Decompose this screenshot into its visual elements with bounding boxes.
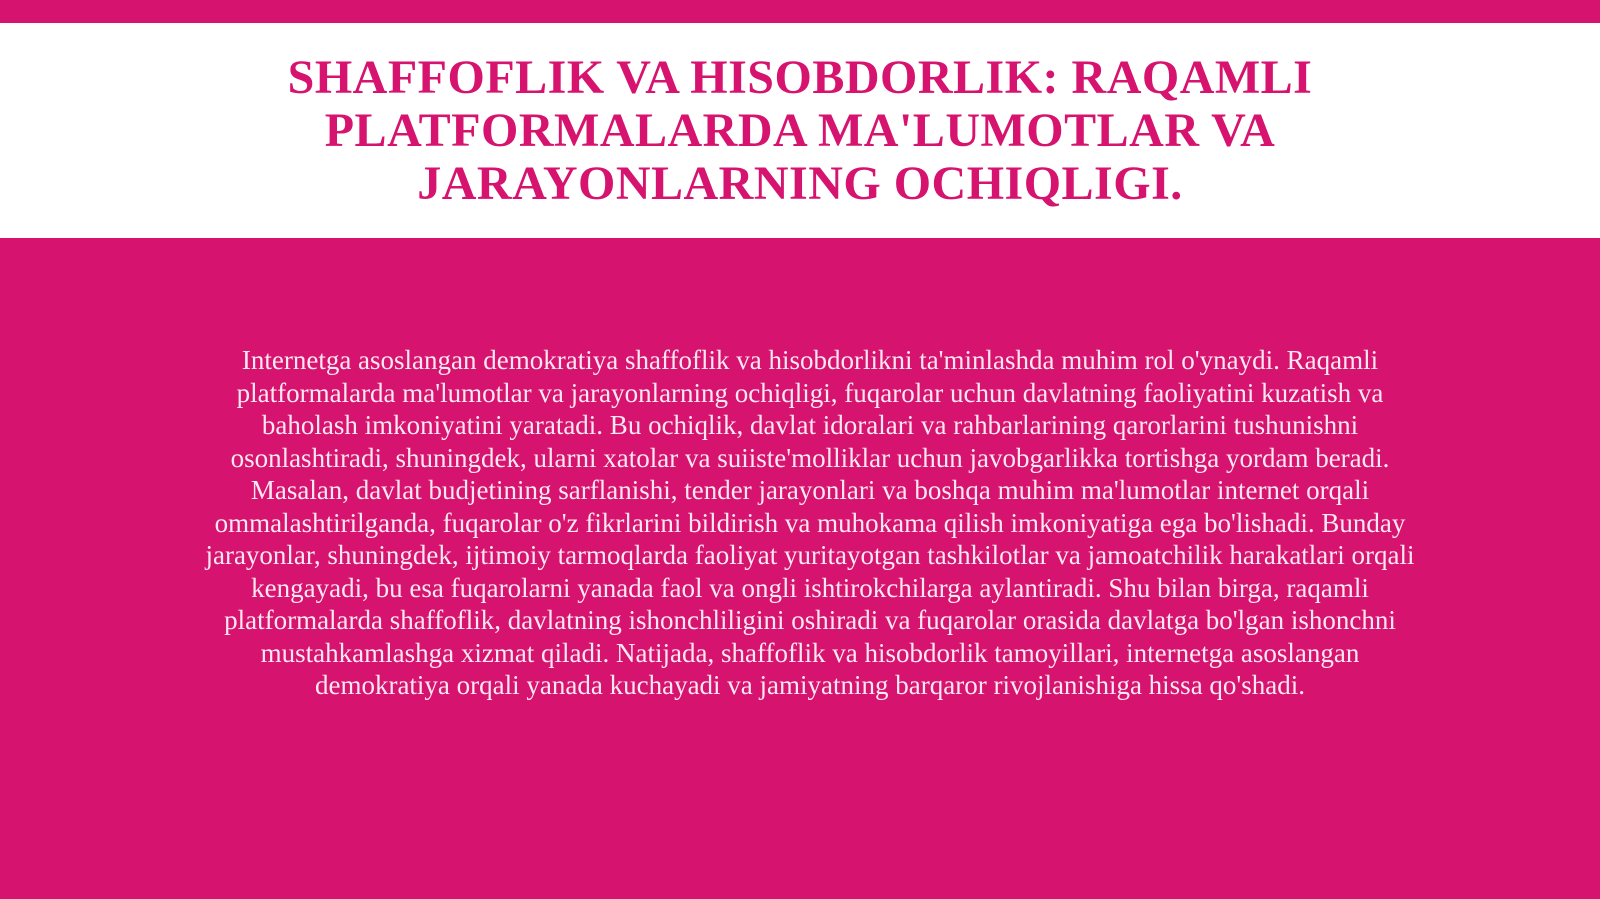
slide-body-text: Internetga asoslangan demokratiya shaffoflik va hisobdorlikni ta'minlashda muhim rol o'ynaydi. Raqamli platformalarda ma'lumotlar va jarayonlarning ochiqligi, fuqarolar uchun davlatning faoliyatini kuzatish va baholash imkoniyatini yaratadi. Bu ochiqlik, davlat idoralari va rahbarlarining qarorlarini tushunishni osonlashtiradi, shuningdek, ularni xatolar va suiiste'molliklar uchun javobgarlikka tortishga yordam beradi. Masalan, davlat budjetining sarflanishi, tender jarayonlari va boshqa muhim ma'lumotlar internet orqali ommalashtirilganda, fuqarolar o'z fikrlarini bildirish va muhokama qilish imkoniyatiga ega bo'lishadi. Bunday jarayonlar, shuningdek, ijtimoiy tarmoqlarda faoliyat yuritayotgan tashkilotlar va jamoatchilik harakatlari orqali kengayadi, bu esa fuqarolarni yanada faol va ongli ishtirokchilarga aylantiradi. Shu bilan birga, raqamli platformalarda shaffoflik, davlatning ishonchliligini oshiradi va fuqarolar orasida davlatga bo'lgan ishonchni mustahkamlashga xizmat qiladi. Natijada, shaffoflik va hisobdorlik tamoyillari, internetga asoslangan demokratiya orqali yanada kuchayadi va jamiyatning barqaror rivojlanishiga hissa qo'shadi. (205, 345, 1415, 700)
title-band (0, 23, 1600, 238)
body-area (0, 238, 1600, 899)
top-accent-band (0, 0, 1600, 23)
slide-title: SHAFFOFLIK VA HISOBDORLIK: RAQAMLI PLATFORMALARDA MA'LUMOTLAR VA JARAYONLARNING OCHIQLIGI. (287, 51, 1313, 210)
